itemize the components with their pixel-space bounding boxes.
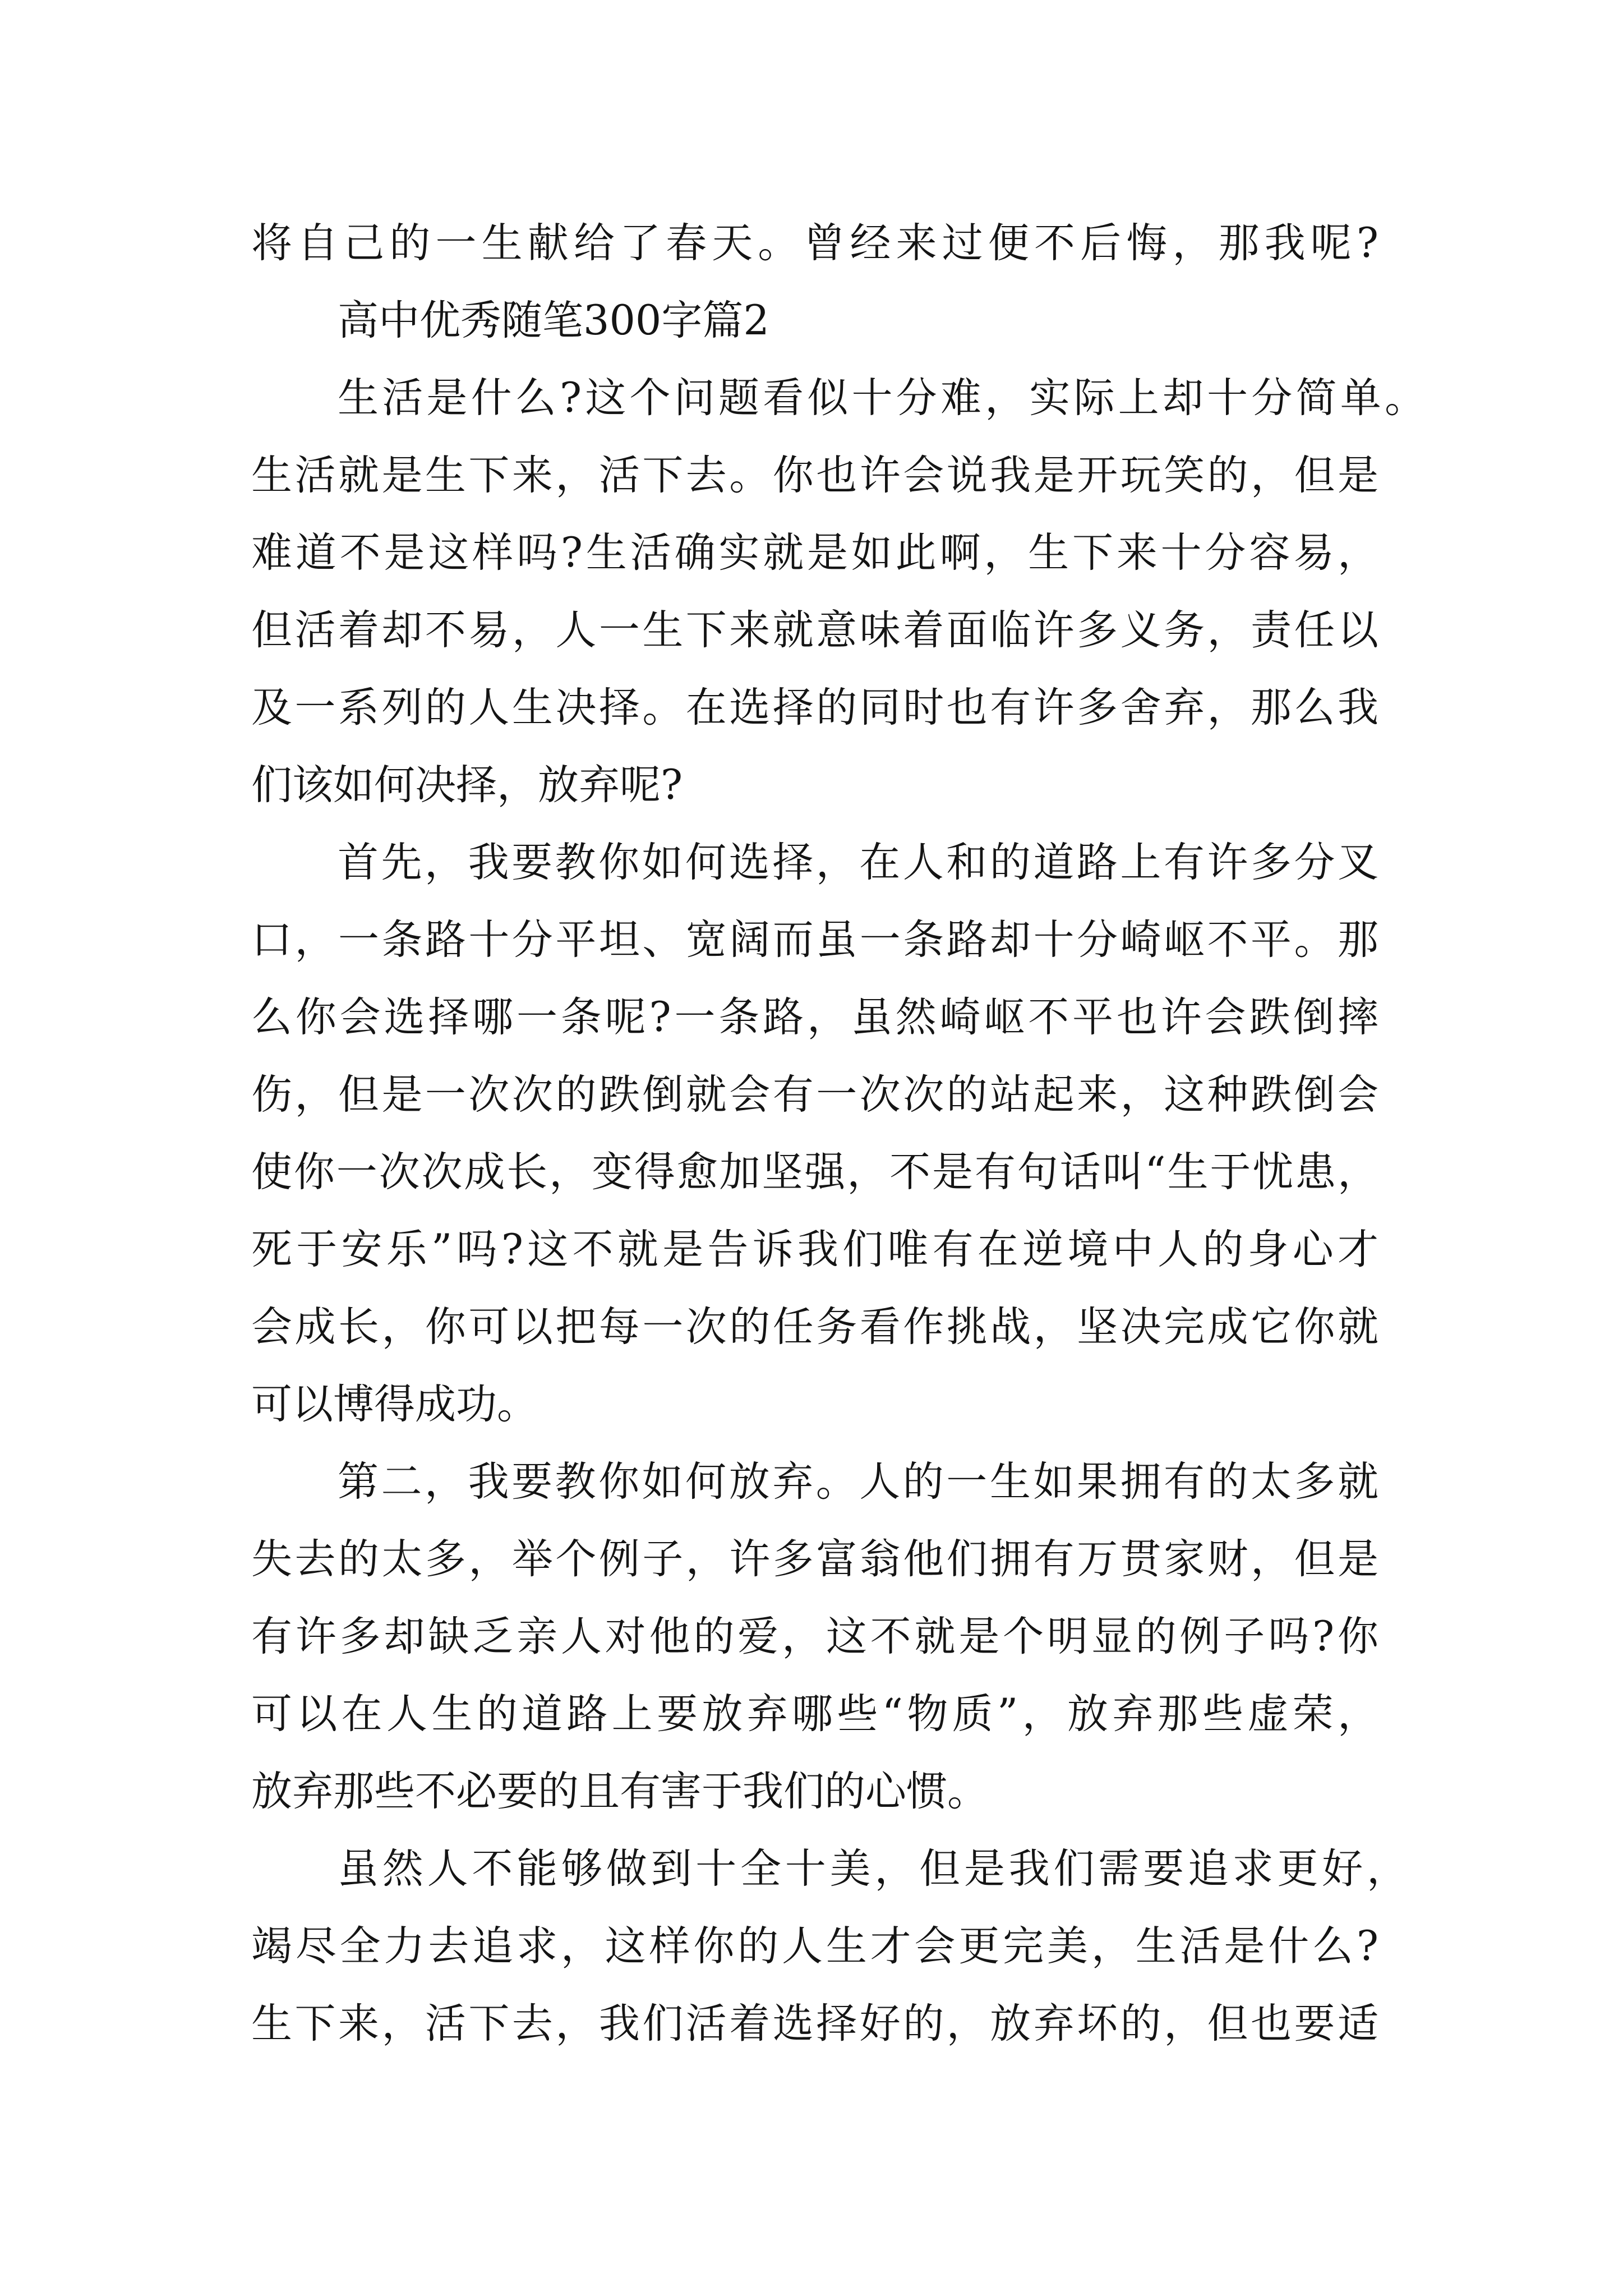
text-line: 有许多却缺乏亲人对他的爱，这不就是个明显的例子吗?你 (251, 1613, 1378, 1660)
text-line: 伤，但是一次次的跌倒就会有一次次的站起来，这种跌倒会 (251, 1071, 1378, 1119)
text-line: 第二，我要教你如何放弃。人的一生如果拥有的太多就 (338, 1458, 1378, 1506)
text-line: 们该如何决择，放弃呢? (251, 761, 683, 809)
text-line: 生下来，活下去，我们活着选择好的，放弃坏的，但也要适 (251, 2000, 1378, 2047)
text-line: 首先，我要教你如何选择，在人和的道路上有许多分叉 (338, 839, 1378, 886)
text-line: 竭尽全力去追求，这样你的人生才会更完美，生活是什么? (251, 1922, 1378, 1970)
text-line: 可以博得成功。 (251, 1381, 538, 1428)
text-line: 口，一条路十分平坦、宽阔而虽一条路却十分崎岖不平。那 (251, 916, 1378, 964)
section-heading: 高中优秀随笔300字篇2 (338, 297, 769, 344)
text-line: 会成长，你可以把每一次的任务看作挑战，坚决完成它你就 (251, 1303, 1378, 1351)
text-line: 可以在人生的道路上要放弃哪些“物质”，放弃那些虚荣， (251, 1690, 1378, 1738)
text-line: 及一系列的人生决择。在选择的同时也有许多舍弃，那么我 (251, 684, 1378, 731)
text-line: 么你会选择哪一条呢?一条路，虽然崎岖不平也许会跌倒摔 (251, 993, 1378, 1041)
text-line: 失去的太多，举个例子，许多富翁他们拥有万贯家财，但是 (251, 1535, 1378, 1583)
text-line: 生活是什么?这个问题看似十分难，实际上却十分简单。 (338, 374, 1426, 422)
text-line: 使你一次次成长，变得愈加坚强，不是有句话叫“生于忧患， (251, 1148, 1378, 1196)
text-line: 生活就是生下来，活下去。你也许会说我是开玩笑的，但是 (251, 452, 1378, 499)
text-line: 将自己的一生献给了春天。曾经来过便不后悔，那我呢? (251, 219, 1378, 267)
text-line: 难道不是这样吗?生活确实就是如此啊，生下来十分容易， (251, 529, 1378, 577)
text-line: 放弃那些不必要的且有害于我们的心惯。 (251, 1768, 988, 1815)
text-line: 死于安乐”吗?这不就是告诉我们唯有在逆境中人的身心才 (251, 1226, 1378, 1273)
text-line: 但活着却不易，人一生下来就意味着面临许多义务，责任以 (251, 606, 1378, 654)
text-line: 虽然人不能够做到十全十美，但是我们需要追求更好， (338, 1845, 1408, 1893)
